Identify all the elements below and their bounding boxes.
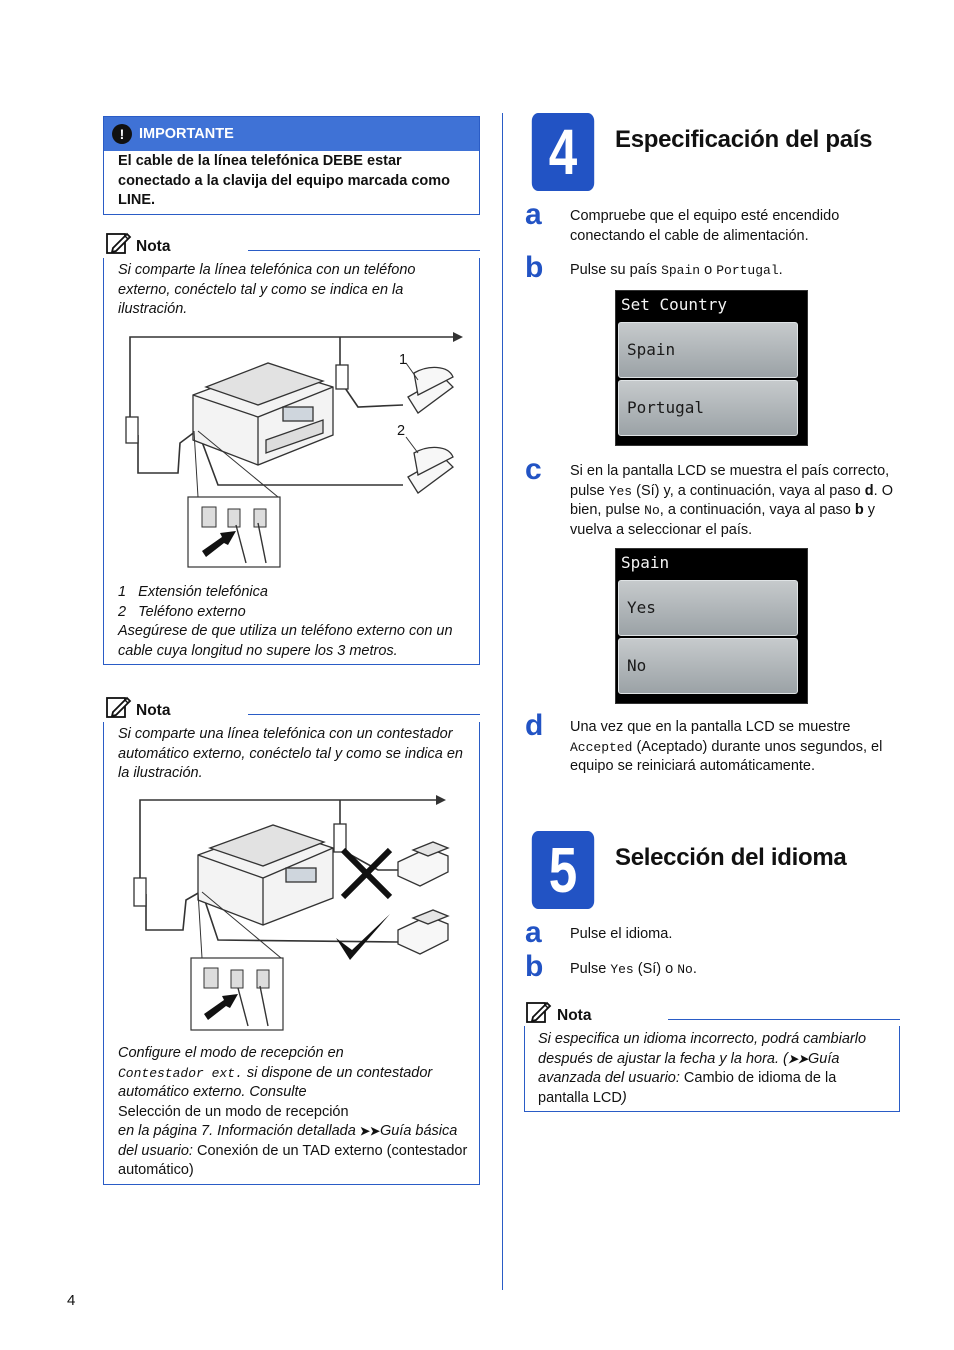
- text: o: [700, 262, 717, 278]
- step-5a-text: Pulse el idioma.: [570, 926, 673, 942]
- guide-reference: Guía avanzada del usuario:: [538, 1050, 840, 1086]
- text: Una vez que en la pantalla LCD se muestre: [570, 719, 851, 735]
- note2-text: si dispone de un contestador automático externo. Consulte: [118, 1064, 433, 1100]
- step-ref: d: [864, 482, 874, 499]
- portugal-key: Portugal: [716, 263, 779, 278]
- note-top-border: [248, 250, 480, 251]
- text: .: [778, 262, 783, 278]
- note2-text: en la página 7. Información detallada: [118, 1123, 360, 1139]
- note3-text: [538, 1030, 888, 1108]
- step-4c-text: [570, 462, 900, 540]
- important-box: [103, 116, 480, 215]
- text: (Aceptado) durante unos segundos, el equipo se reiniciará automáticamente.: [570, 738, 883, 774]
- important-title: IMPORTANTE: [139, 126, 234, 142]
- important-header: [104, 117, 479, 151]
- text: (Sí) y, a continuación, vaya al paso: [632, 482, 865, 499]
- text: Pulse: [570, 961, 611, 977]
- note2-paragraph: [118, 1044, 470, 1181]
- lcd-button-yes[interactable]: Yes: [618, 580, 798, 636]
- text: , a continuación, vaya al paso: [659, 502, 855, 518]
- text: .: [692, 961, 697, 977]
- answering-machine-illustration: [128, 790, 458, 1035]
- spain-key: Spain: [661, 263, 701, 278]
- step-5-title: Selección del idioma: [615, 844, 847, 871]
- link-cambio-idioma[interactable]: Cambio de idioma de la pantalla LCD: [538, 1070, 837, 1106]
- substep-letter: b: [525, 251, 544, 284]
- callout-2: 2: [397, 423, 406, 439]
- note-top-border: [248, 714, 480, 715]
- note-label: Nota: [557, 1007, 592, 1024]
- accepted-key: Accepted: [570, 739, 633, 755]
- substep-letter: c: [525, 453, 542, 486]
- lcd-button-spain[interactable]: Spain: [618, 322, 798, 378]
- text: Si especifica un idioma incorrecto, podrá cambiarlo después de ajustar la fecha y la hora. (: [538, 1031, 867, 1067]
- step-4d-text: [570, 718, 890, 777]
- page-number: 4: [67, 1292, 76, 1309]
- lcd-screen-country: [615, 290, 808, 446]
- text: ): [621, 1089, 627, 1106]
- note-intro: Si comparte la línea telefónica con un teléfono externo, conéctelo tal y como se indica en la ilustración.: [118, 262, 416, 317]
- step-5-badge: 5: [532, 831, 594, 909]
- note-pencil-icon: [106, 695, 132, 726]
- note-pencil-icon: [106, 231, 132, 262]
- step-5b-text: [570, 960, 697, 980]
- important-text: El cable de la línea telefónica DEBE estar conectado a la clavija del equipo marcada como LINE.: [118, 153, 451, 208]
- note2-text: Configure el modo de recepción en: [118, 1045, 344, 1061]
- double-arrow-icon: ➤➤: [787, 1051, 808, 1066]
- note2-text: Conexión de un TAD externo (contestador automático): [118, 1142, 468, 1178]
- phone-connection-illustration: [118, 325, 463, 575]
- no-key: No: [677, 962, 693, 977]
- text: . O bien, pulse: [570, 482, 893, 518]
- step-4-title: Especificación del país: [615, 126, 873, 153]
- note-label: Nota: [136, 238, 171, 255]
- note-outro: Asegúrese de que utiliza un teléfono externo con un cable cuya longitud no supere los 3 metros.: [118, 623, 453, 659]
- substep-letter: a: [525, 198, 542, 231]
- link-seleccion-modo[interactable]: Selección de un modo de recepción: [118, 1103, 349, 1120]
- no-key: No: [644, 503, 660, 518]
- yes-key: Yes: [608, 483, 633, 499]
- note-label: Nota: [136, 702, 171, 719]
- exclamation-icon: !: [112, 124, 132, 144]
- legend-item: 2 Teléfono externo: [118, 604, 246, 620]
- callout-1: 1: [399, 352, 408, 368]
- column-divider: [502, 113, 503, 1290]
- substep-letter: b: [525, 950, 544, 983]
- text: y vuelva a seleccionar el país.: [570, 502, 875, 538]
- legend-item: 1 Extensión telefónica: [118, 584, 268, 600]
- substep-letter: d: [525, 709, 544, 742]
- step-4-badge: 4: [532, 113, 594, 191]
- substep-letter: a: [525, 916, 542, 949]
- lcd-title: Spain: [621, 553, 670, 572]
- step-4b-text: [570, 261, 890, 281]
- lcd-screen-confirm: [615, 548, 808, 704]
- note-intro: Si comparte una línea telefónica con un contestador automático externo, conéctelo tal y como se indica en la ilustración.: [118, 726, 463, 781]
- double-arrow-icon: ➤➤: [359, 1124, 380, 1138]
- lcd-button-portugal[interactable]: Portugal: [618, 380, 798, 436]
- note-top-border: [668, 1019, 900, 1020]
- lcd-title: Set Country: [621, 295, 727, 314]
- text: Pulse su país: [570, 262, 662, 278]
- guide-reference: Guía básica del usuario:: [118, 1123, 458, 1159]
- text: (Sí) o: [633, 961, 678, 977]
- step-ref: b: [854, 502, 864, 518]
- text: Si en la pantalla LCD se muestra el país correcto, pulse: [570, 463, 890, 499]
- lcd-button-no[interactable]: No: [618, 638, 798, 694]
- yes-key: Yes: [610, 962, 634, 977]
- step-4a-text: Compruebe que el equipo esté encendido conectando el cable de alimentación.: [570, 208, 840, 244]
- mode-contestador: Contestador ext.: [118, 1065, 243, 1081]
